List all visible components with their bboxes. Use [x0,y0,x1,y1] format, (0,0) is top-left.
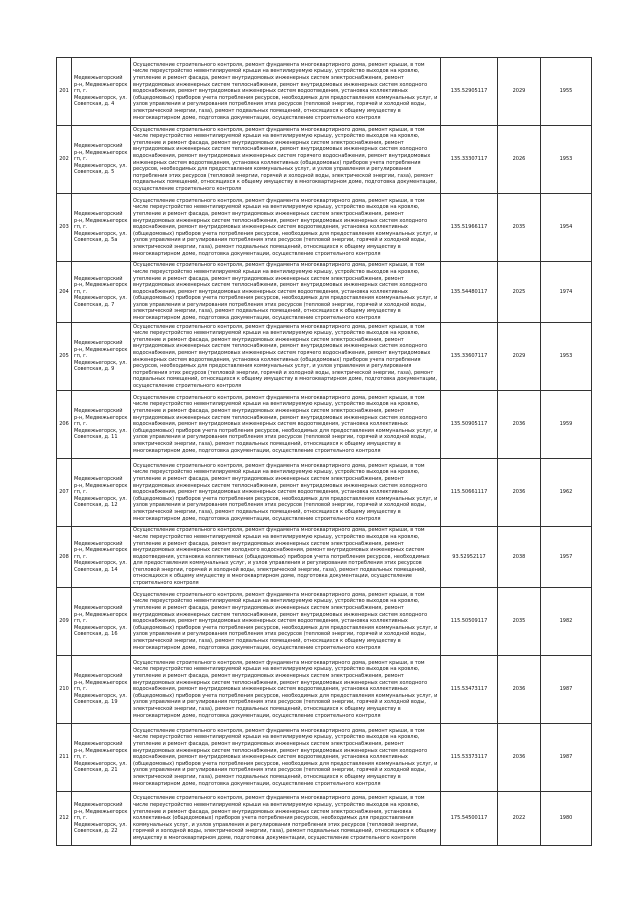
planned-year: 2036 [498,391,541,459]
planned-year: 2036 [498,724,541,792]
repair-cost: 115.50509117 [441,588,498,656]
house-address: Медвежьегорский р-н, Медвежьегорск гп, г. Медвежьегорск, ул. Советская, д. 5 [72,126,131,194]
repair-cost: 135.52905117 [441,58,498,126]
table-row [57,792,592,846]
table-row [57,194,592,262]
row-number: 209 [57,588,72,656]
house-address: Медвежьегорский р-н, Медвежьегорск гп, г. Медвежьегорск, ул. Советская, д. 14 [72,527,131,588]
build-year: 1987 [541,656,592,724]
works-description: Осуществление строительного контроля, ремонт фундамента многоквартирного дома, ремонт крыши, в том числе переустройство невентилируемой крыши на вентилируемую крышу, устройство выходов на кровлю, утепление и ремонт фасада, ремонт внутридомовых инженерных систем электроснабжения, ремонт внутридомовых инженерных систем теплоснабжения, ремонт внутридомовых инженерных систем холодного водоснабжения, ремонт внутридомовых инженерных систем водоотведения, установка коллективных (общедомовых) приборов учета потребления ресурсов, необходимых для предоставления коммунальных услуг, и узлов управления и регулирования потребления этих ресурсов (тепловой энергии, горячей и холодной воды, электрической энергии, газа), ремонт подвальных помещений, относящихся к общему имуществу в многоквартирном доме, подготовка документации, осуществление строительного контроля [131,391,441,459]
repair-cost: 135.51966117 [441,194,498,262]
row-number: 206 [57,391,72,459]
build-year: 1955 [541,58,592,126]
house-address: Медвежьегорский р-н, Медвежьегорск гп, г. Медвежьегорск, ул. Советская, д. 22 [72,792,131,846]
house-address: Медвежьегорский р-н, Медвежьегорск гп, г. Медвежьегорск, ул. Советская, д. 12 [72,459,131,527]
works-description: Осуществление строительного контроля, ремонт фундамента многоквартирного дома, ремонт крыши, в том числе переустройство невентилируемой крыши на вентилируемую крышу, устройство выходов на кровлю, утепление и ремонт фасада, ремонт внутридомовых инженерных систем электроснабжения, ремонт внутридомовых инженерных систем теплоснабжения, ремонт внутридомовых инженерных систем холодного водоснабжения, ремонт внутридомовых инженерных систем водоотведения, установка коллективных (общедомовых) приборов учета потребления ресурсов, необходимых для предоставления коммунальных услуг, и узлов управления и регулирования потребления этих ресурсов (тепловой энергии, горячей и холодной воды, электрической энергии, газа), ремонт подвальных помещений, относящихся к общему имуществу в многоквартирном доме, подготовка документации, осуществление строительного контроля [131,194,441,262]
planned-year: 2022 [498,792,541,846]
repair-cost: 175.54500117 [441,792,498,846]
house-address: Медвежьегорский р-н, Медвежьегорск гп, г. Медвежьегорск, ул. Советская, д. 21 [72,724,131,792]
build-year: 1980 [541,792,592,846]
row-number: 208 [57,527,72,588]
build-year: 1974 [541,262,592,323]
house-address: Медвежьегорский р-н, Медвежьегорск гп, г. Медвежьегорск, ул. Советская, д. 4 [72,58,131,126]
row-number: 211 [57,724,72,792]
table-body [57,58,592,846]
table-row [57,656,592,724]
build-year: 1959 [541,391,592,459]
works-description: Осуществление строительного контроля, ремонт фундамента многоквартирного дома, ремонт крыши, в том числе переустройство невентилируемой крыши на вентилируемую крышу, устройство выходов на кровлю, утепление и ремонт фасада, ремонт внутридомовых инженерных систем электроснабжения, ремонт внутридомовых инженерных систем теплоснабжения, ремонт внутридомовых инженерных систем холодного водоснабжения, ремонт внутридомовых инженерных систем водоотведения, установка коллективных (общедомовых) приборов учета потребления ресурсов, необходимых для предоставления коммунальных услуг, и узлов управления и регулирования потребления этих ресурсов (тепловой энергии, горячей и холодной воды, электрической энергии, газа), ремонт подвальных помещений, относящихся к общему имуществу в многоквартирном доме, подготовка документации, осуществление строительного контроля [131,262,441,323]
repair-cost: 115.50661117 [441,459,498,527]
repair-cost: 135.33307117 [441,126,498,194]
house-address: Медвежьегорский р-н, Медвежьегорск гп, г. Медвежьегорск, ул. Советская, д. 7 [72,262,131,323]
works-description: Осуществление строительного контроля, ремонт фундамента многоквартирного дома, ремонт крыши, в том числе переустройство невентилируемой крыши на вентилируемую крышу, устройство выходов на кровлю, утепление и ремонт фасада, ремонт внутридомовых инженерных систем электроснабжения, ремонт внутридомовых инженерных систем теплоснабжения, ремонт внутридомовых инженерных систем холодного водоснабжения, ремонт внутридомовых инженерных систем водоотведения, установка коллективных (общедомовых) приборов учета потребления ресурсов, необходимых для предоставления коммунальных услуг, и узлов управления и регулирования потребления этих ресурсов (тепловой энергии, горячей и холодной воды, электрической энергии, газа), ремонт подвальных помещений, относящихся к общему имуществу в многоквартирном доме, подготовка документации, осуществление строительного контроля [131,588,441,656]
row-number: 212 [57,792,72,846]
table-row [57,262,592,323]
house-address: Медвежьегорский р-н, Медвежьегорск гп, г. Медвежьегорск, ул. Советская, д. 11 [72,391,131,459]
planned-year: 2038 [498,527,541,588]
table-row [57,391,592,459]
house-address: Медвежьегорский р-н, Медвежьегорск гп, г. Медвежьегорск, ул. Советская, д. 16 [72,588,131,656]
table-row [57,459,592,527]
table-row [57,126,592,194]
works-description: Осуществление строительного контроля, ремонт фундамента многоквартирного дома, ремонт крыши, в том числе переустройство невентилируемой крыши на вентилируемую крышу, устройство выходов на кровлю, утепление и ремонт фасада, ремонт внутридомовых инженерных систем электроснабжения, ремонт внутридомовых инженерных систем теплоснабжения, ремонт внутридомовых инженерных систем холодного водоснабжения, ремонт внутридомовых инженерных систем водоотведения, установка коллективных (общедомовых) приборов учета потребления ресурсов, необходимых для предоставления коммунальных услуг, и узлов управления и регулирования потребления этих ресурсов (тепловой энергии, горячей и холодной воды, электрической энергии, газа), ремонт подвальных помещений, относящихся к общему имуществу в многоквартирном доме, подготовка документации, осуществление строительного контроля [131,459,441,527]
row-number: 204 [57,262,72,323]
row-number: 207 [57,459,72,527]
planned-year: 2036 [498,459,541,527]
table-row [57,58,592,126]
table-row [57,323,592,391]
document-page [56,57,591,846]
capital-repair-table [56,57,592,846]
works-description: Осуществление строительного контроля, ремонт фундамента многоквартирного дома, ремонт крыши, в том числе переустройство невентилируемой крыши на вентилируемую крышу, устройство выходов на кровлю, утепление и ремонт фасада, ремонт внутридомовых инженерных систем электроснабжения, установка коллективных (общедомовых) приборов учета потребления ресурсов, необходимых для предоставления коммунальных услуг, и узлов управления и регулирования потребления этих ресурсов (тепловой энергии, горячей и холодной воды, электрической энергии, газа), ремонт подвальных помещений, относящихся к общему имуществу в многоквартирном доме, подготовка документации, осуществление строительного контроля [131,792,441,846]
build-year: 1953 [541,126,592,194]
build-year: 1953 [541,323,592,391]
build-year: 1957 [541,527,592,588]
planned-year: 2035 [498,588,541,656]
planned-year: 2029 [498,323,541,391]
repair-cost: 135.54480117 [441,262,498,323]
planned-year: 2035 [498,194,541,262]
works-description: Осуществление строительного контроля, ремонт фундамента многоквартирного дома, ремонт крыши, в том числе переустройство невентилируемой крыши на вентилируемую крышу, устройство выходов на кровлю, утепление и ремонт фасада, ремонт внутридомовых инженерных систем электроснабжения, ремонт внутридомовых инженерных систем теплоснабжения, ремонт внутридомовых инженерных систем холодного водоснабжения, ремонт внутридомовых инженерных систем водоотведения, установка коллективных (общедомовых) приборов учета потребления ресурсов, необходимых для предоставления коммунальных услуг, и узлов управления и регулирования потребления этих ресурсов (тепловой энергии, горячей и холодной воды, электрической энергии, газа), ремонт подвальных помещений, относящихся к общему имуществу в многоквартирном доме, подготовка документации, осуществление строительного контроля [131,656,441,724]
build-year: 1954 [541,194,592,262]
works-description: Осуществление строительного контроля, ремонт фундамента многоквартирного дома, ремонт крыши, в том числе переустройство невентилируемой крыши на вентилируемую крышу, устройство выходов на кровлю, утепление и ремонт фасада, ремонт внутридомовых инженерных систем электроснабжения, ремонт внутридомовых инженерных систем теплоснабжения, ремонт внутридомовых инженерных систем холодного водоснабжения, ремонт внутридомовых инженерных систем водоотведения, установка коллективных (общедомовых) приборов учета потребления ресурсов, необходимых для предоставления коммунальных услуг, и узлов управления и регулирования потребления этих ресурсов (тепловой энергии, горячей и холодной воды, электрической энергии, газа), ремонт подвальных помещений, относящихся к общему имуществу в многоквартирном доме, подготовка документации, осуществление строительного контроля [131,724,441,792]
repair-cost: 135.33607117 [441,323,498,391]
house-address: Медвежьегорский р-н, Медвежьегорск гп, г. Медвежьегорск, ул. Советская, д. 5а [72,194,131,262]
table-row [57,724,592,792]
house-address: Медвежьегорский р-н, Медвежьегорск гп, г. Медвежьегорск, ул. Советская, д. 9 [72,323,131,391]
planned-year: 2025 [498,262,541,323]
table-row [57,588,592,656]
row-number: 201 [57,58,72,126]
row-number: 210 [57,656,72,724]
works-description: Осуществление строительного контроля, ремонт фундамента многоквартирного дома, ремонт крыши, в том числе переустройство невентилируемой крыши на вентилируемую крышу, устройство выходов на кровлю, утепление и ремонт фасада, ремонт внутридомовых инженерных систем электроснабжения, ремонт внутридомовых инженерных систем теплоснабжения, ремонт внутридомовых инженерных систем холодного водоснабжения, ремонт внутридомовых инженерных систем горячего водоснабжения, ремонт внутридомовых инженерных систем водоотведения, установка коллективных (общедомовых) приборов учета потребления ресурсов, необходимых для предоставления коммунальных услуг, и узлов управления и регулирования потребления этих ресурсов (тепловой энергии, горячей и холодной воды, электрической энергии, газа), ремонт подвальных помещений, относящихся к общему имуществу в многоквартирном доме, подготовка документации, осуществление строительного контроля [131,126,441,194]
works-description: Осуществление строительного контроля, ремонт фундамента многоквартирного дома, ремонт крыши, в том числе переустройство невентилируемой крыши на вентилируемую крышу, устройство выходов на кровлю, утепление и ремонт фасада, ремонт внутридомовых инженерных систем электроснабжения, ремонт внутридомовых инженерных систем теплоснабжения, ремонт внутридомовых инженерных систем холодного водоснабжения, ремонт внутридомовых инженерных систем горячего водоснабжения, ремонт внутридомовых инженерных систем водоотведения, установка коллективных (общедомовых) приборов учета потребления ресурсов, необходимых для предоставления коммунальных услуг, и узлов управления и регулирования потребления этих ресурсов (тепловой энергии, горячей и холодной воды, электрической энергии, газа), ремонт подвальных помещений, относящихся к общему имуществу в многоквартирном доме, подготовка документации, осуществление строительного контроля [131,323,441,391]
house-address: Медвежьегорский р-н, Медвежьегорск гп, г. Медвежьегорск, ул. Советская, д. 19 [72,656,131,724]
build-year: 1987 [541,724,592,792]
build-year: 1982 [541,588,592,656]
planned-year: 2026 [498,126,541,194]
table-row [57,527,592,588]
works-description: Осуществление строительного контроля, ремонт фундамента многоквартирного дома, ремонт крыши, в том числе переустройство невентилируемой крыши на вентилируемую крышу, устройство выходов на кровлю, утепление и ремонт фасада, ремонт внутридомовых инженерных систем электроснабжения, ремонт внутридомовых инженерных систем холодного водоснабжения, ремонт внутридомовых инженерных систем водоотведения, установка коллективных (общедомовых) приборов учета потребления ресурсов, необходимых для предоставления коммунальных услуг, и узлов управления и регулирования потребления этих ресурсов (тепловой энергии, горячей и холодной воды, электрической энергии, газа), ремонт подвальных помещений, относящихся к общему имуществу в многоквартирном доме, подготовка документации, осуществление строительного контроля [131,527,441,588]
repair-cost: 115.53373117 [441,724,498,792]
row-number: 202 [57,126,72,194]
repair-cost: 93.52952117 [441,527,498,588]
repair-cost: 115.53473117 [441,656,498,724]
build-year: 1962 [541,459,592,527]
row-number: 203 [57,194,72,262]
row-number: 205 [57,323,72,391]
planned-year: 2029 [498,58,541,126]
planned-year: 2036 [498,656,541,724]
works-description: Осуществление строительного контроля, ремонт фундамента многоквартирного дома, ремонт крыши, в том числе переустройство невентилируемой крыши на вентилируемую крышу, устройство выходов на кровлю, утепление и ремонт фасада, ремонт внутридомовых инженерных систем электроснабжения, ремонт внутридомовых инженерных систем теплоснабжения, ремонт внутридомовых инженерных систем холодного водоснабжения, ремонт внутридомовых инженерных систем водоотведения, установка коллективных (общедомовых) приборов учета потребления ресурсов, необходимых для предоставления коммунальных услуг, и узлов управления и регулирования потребления этих ресурсов (тепловой энергии, горячей и холодной воды, электрической энергии, газа), ремонт подвальных помещений, относящихся к общему имуществу в многоквартирном доме, подготовка документации, осуществление строительного контроля [131,58,441,126]
repair-cost: 135.50905117 [441,391,498,459]
